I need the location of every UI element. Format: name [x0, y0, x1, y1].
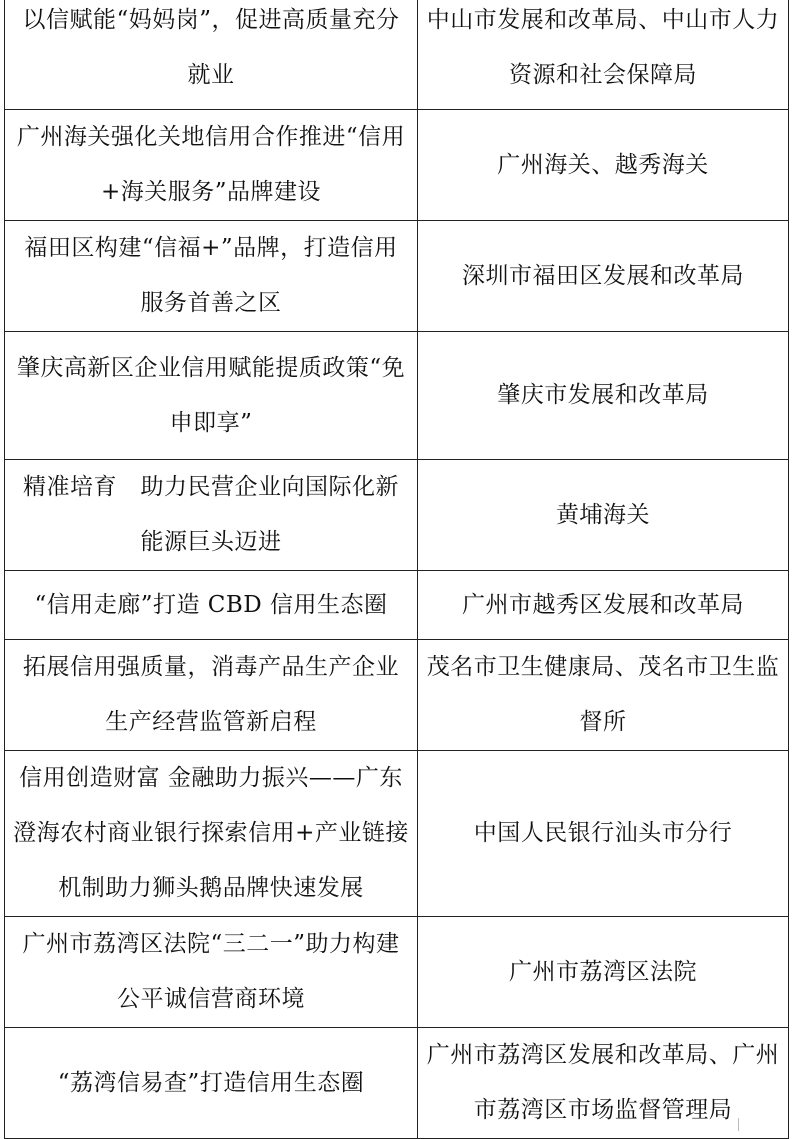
table-row: [5, 221, 789, 332]
reporting-unit-cell: 中山市发展和改革局、中山市人力资源和社会保障局: [418, 0, 789, 110]
reporting-unit-cell: 广州海关、越秀海关: [418, 110, 789, 221]
cases-table: [4, 0, 789, 1139]
reporting-unit-cell: 广州市荔湾区法院: [418, 917, 789, 1028]
page-edge-line: [738, 1118, 739, 1131]
reporting-unit-cell: 中国人民银行汕头市分行: [418, 751, 789, 917]
table-row: [5, 0, 789, 110]
case-name-cell: “信用走廊”打造 CBD 信用生态圈: [5, 571, 418, 640]
case-name-cell: 拓展信用强质量，消毒产品生产企业生产经营监管新启程: [5, 640, 418, 751]
case-name-cell: “荔湾信易查”打造信用生态圈: [5, 1028, 418, 1139]
case-name-cell: 肇庆高新区企业信用赋能提质政策“免申即享”: [5, 332, 418, 460]
reporting-unit-cell: 肇庆市发展和改革局: [418, 332, 789, 460]
table-row: [5, 640, 789, 751]
reporting-unit-cell: 深圳市福田区发展和改革局: [418, 221, 789, 332]
case-name-cell: 信用创造财富 金融助力振兴——广东澄海农村商业银行探索信用+产业链接机制助力狮头鹅品牌快速发展: [5, 751, 418, 917]
case-name-cell: 福田区构建“信福+”品牌，打造信用服务首善之区: [5, 221, 418, 332]
case-name-cell: 以信赋能“妈妈岗”，促进高质量充分就业: [5, 0, 418, 110]
table-row: [5, 1028, 789, 1139]
table-row: [5, 460, 789, 571]
table-body: [5, 0, 789, 1139]
reporting-unit-cell: 茂名市卫生健康局、茂名市卫生监督所: [418, 640, 789, 751]
table-row: [5, 751, 789, 917]
case-name-cell: 精准培育 助力民营企业向国际化新能源巨头迈进: [5, 460, 418, 571]
reporting-unit-cell: 广州市越秀区发展和改革局: [418, 571, 789, 640]
table-row: [5, 917, 789, 1028]
reporting-unit-cell: 黄埔海关: [418, 460, 789, 571]
case-name-cell: 广州市荔湾区法院“三二一”助力构建公平诚信营商环境: [5, 917, 418, 1028]
table-row: [5, 110, 789, 221]
table-row: [5, 571, 789, 640]
table-row: [5, 332, 789, 460]
reporting-unit-cell: 广州市荔湾区发展和改革局、广州市荔湾区市场监督管理局: [418, 1028, 789, 1139]
case-name-cell: 广州海关强化关地信用合作推进“信用+海关服务”品牌建设: [5, 110, 418, 221]
